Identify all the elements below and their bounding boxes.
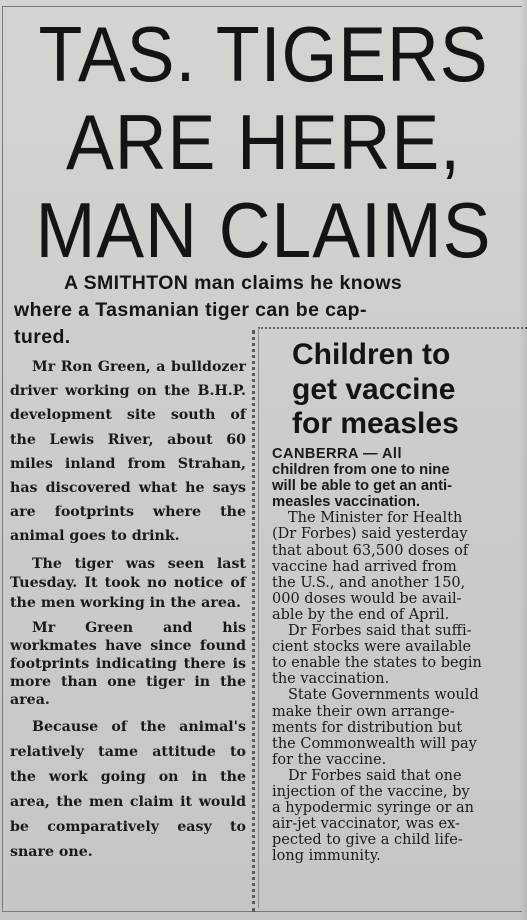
lede-line-1: A SMITHTON man claims he knows (64, 272, 403, 294)
dateline: CANBERRA — All (272, 446, 402, 462)
measles-headline-line: Children to (292, 338, 451, 371)
tiger-article-body (10, 355, 246, 871)
body-paragraph: Because of the animal's relatively tame attitude to the work going on in the area, the men claim it would be comparatively easy to snare one. (10, 719, 246, 861)
page-edge (519, 0, 527, 920)
headline-line-1: TAS. TIGERS (38, 10, 489, 98)
lede-line-3: tured. (14, 326, 71, 348)
article-line: Dr Forbes said that suffi- (288, 623, 472, 640)
headline-line-3: MAN CLAIMS (35, 186, 492, 274)
article-line: the vaccination. (272, 671, 390, 688)
article-line: will be able to get an anti- (272, 478, 453, 495)
article-line: State Governments would (288, 687, 479, 704)
article-line: Dr Forbes said that one (288, 767, 462, 784)
article-line: pected to give a child life- (272, 832, 463, 849)
section-border (258, 328, 259, 908)
article-line: injection of the vaccine, by (272, 783, 470, 800)
body-paragraph: The tiger was seen last Tuesday. It took no notice of the men working in the area. (10, 555, 246, 611)
headline-line-2: ARE HERE, (65, 98, 462, 186)
section-divider (258, 327, 527, 329)
article-line: 000 doses would be avail- (272, 590, 462, 607)
article-line: long immunity. (272, 848, 381, 865)
article-line: cient stocks were available (272, 639, 472, 656)
lede-line-2: where a Tasmanian tiger can be cap- (14, 299, 367, 321)
article-line: a hypodermic syringe or an (272, 800, 474, 817)
article-line: that about 63,500 doses of (272, 542, 469, 559)
article-line: the U.S., and another 150, (272, 574, 466, 591)
article-line: to enable the states to begin (272, 655, 482, 672)
body-paragraph: Mr Ron Green, a bulldozer driver working on the B.H.P. development site south of the Lewis River, about 60 miles inland from Strahan, has discovered what he says are footprints where the animal goes to drink. (10, 359, 246, 545)
article-line: The Minister for Health (288, 510, 463, 527)
article-line: the Commonwealth will pay (272, 735, 477, 752)
column-divider (252, 330, 255, 912)
article-line: (Dr Forbes) said yesterday (272, 526, 468, 543)
article-line: able by the end of April. (272, 606, 450, 623)
body-paragraph: Mr Green and his workmates have since found footprints indicating there is more than one tiger in the area. (10, 620, 246, 709)
article-line: children from one to nine (272, 462, 450, 479)
measles-headline-line: get vaccine (292, 372, 456, 406)
measles-headline (292, 338, 527, 442)
article-line: for the vaccine. (272, 751, 387, 768)
article-line: ments for distribution but (272, 719, 463, 736)
measles-headline-line: for measles (292, 407, 459, 440)
measles-article-body (272, 446, 527, 864)
article-line: make their own arrange- (272, 703, 455, 720)
article-line: measles vaccination. (272, 494, 421, 511)
article-line: vaccine had arrived from (272, 558, 457, 575)
article-line: air-jet vaccinator, was ex- (272, 816, 460, 833)
